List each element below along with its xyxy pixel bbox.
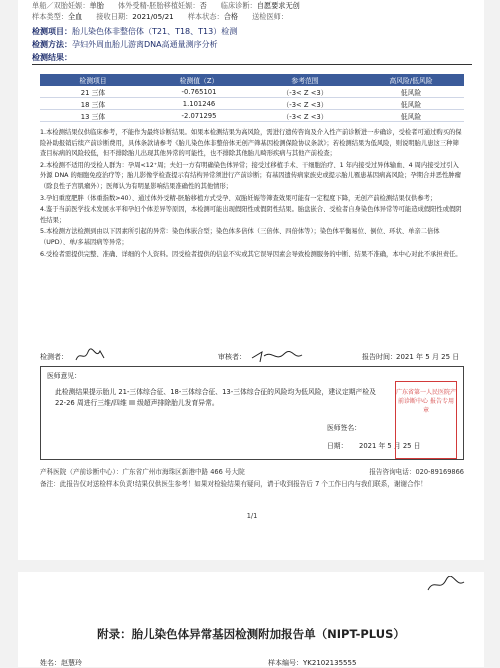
opinion-date: 2021 年 5 月 25 日 [359, 442, 421, 450]
info-field [32, 0, 104, 11]
info-key: 送检医师： [252, 12, 289, 21]
results-heading [32, 52, 472, 64]
test-method-label: 检测方法： [32, 40, 72, 49]
tester-label: 检测者： [40, 353, 68, 361]
info-value: 自愿要求无创 [256, 1, 300, 10]
divider [32, 64, 472, 65]
report-page-2 [18, 572, 484, 667]
doctor-opinion-box [40, 366, 464, 460]
page-number: 1/1 [246, 512, 258, 520]
tester-signature [74, 348, 108, 364]
hospital-address: 产科医院（产前诊断中心）：广东省广州市海珠区新港中路 466 号大院 [40, 468, 245, 476]
test-item-value: 胎儿染色体非整倍体（T21、T18、T13）检测 [72, 27, 238, 36]
note-item: 6.受检者需提供完整、准确、详细的个人资料。因受检者提供的信息不实或其它误导因素会导致检测服务的中断、结果不准确，本中心对此不承担责任。 [40, 250, 462, 258]
info-field [118, 0, 207, 11]
hotline: 报告咨询电话：020-89169866 [369, 468, 464, 476]
opinion-date-label: 日期： [327, 442, 348, 450]
note-item: 5.本检测方法检测到由以下因素所引起的异常：染色体嵌合型；染色体多倍体（三倍体、四倍体等）；染色体平衡易位、倒位、环状、单亲二倍体（UPD）、单/多基因病等异常； [40, 228, 440, 246]
info-key: 临床诊断： [220, 1, 257, 10]
cell-range: （-3< Z <3） [252, 110, 358, 122]
info-value: 全血 [67, 12, 83, 21]
note-item: 1.本检测结果仅供临床参考，不能作为最终诊断结果。如果本检测结果为高风险，需进行遗传咨询及介入性产前诊断进一步确诊，受检者可通过购买的保险补助报销后续产前诊断费用，具体条款请参考《胎儿染色体非整倍体无创产筛基因检测保险协议条款》；若检测结果为低风险，则说明胎儿患这三种筛查目标病的风险较低，但不排除胎儿出现其他异常的可能性，也不排除其他胎儿畸形疾病与其他产前检查； [40, 129, 462, 158]
cell-item: 21 三体 [40, 86, 146, 98]
column-header: 参考范围 [252, 74, 358, 86]
info-field [252, 11, 288, 22]
column-header: 检测项目 [40, 74, 146, 86]
test-method-value: 孕妇外周血胎儿游离DNA高通量测序分析 [72, 40, 218, 49]
partial-signature [426, 576, 466, 594]
column-header: 检测值（Z） [146, 74, 252, 86]
info-key: 单船／双胎妊娠： [32, 1, 90, 10]
info-row-1 [32, 0, 472, 11]
notes [40, 128, 464, 261]
table-row [40, 98, 464, 110]
opinion-title: 医师意见： [47, 372, 81, 380]
report-date-label: 报告时间： [362, 353, 397, 361]
note-item: 3.孕妇重度肥胖（体重指数>40）、通过体外受精-胚胎移植方式受孕、双胎妊娠等筛查效果可能有一定程度下降，无创产前检测结果仅供参考； [40, 194, 437, 202]
cell-risk: 低风险 [358, 110, 464, 122]
doctor-sign-label: 医师签名： [327, 424, 361, 432]
cell-range: （-3< Z <3） [252, 86, 358, 98]
report-date: 2021 年 5 月 25 日 [396, 353, 460, 361]
footer-note: 备注：此报告仅对送检样本负责!结果仅供医生参考！如果对检验结果有疑问，请于收到报告后 7 个工作日内与我们联系，谢谢合作！ [40, 480, 427, 488]
info-value: 否 [199, 1, 207, 10]
test-item-label: 检测项目： [32, 27, 72, 36]
cell-item: 13 三体 [40, 110, 146, 122]
patient-name: 姓名：赵慧玲 [40, 659, 82, 667]
signature-row [40, 350, 464, 364]
info-key: 接收日期： [96, 12, 133, 21]
info-field [221, 0, 300, 11]
column-header: 高风险/低风险 [358, 74, 464, 86]
info-key: 样本状态： [187, 12, 224, 21]
test-method [32, 39, 472, 51]
opinion-text: 此检测结果提示胎儿 21-三体综合征、18-三体综合征、13-三体综合征的风险均为低风险，建议定期产检及 22-26 周进行三维/四维 III 级超声排除胎儿发育异常。 [55, 388, 376, 407]
cell-z: 1.101246 [146, 98, 252, 110]
table-row [40, 86, 464, 98]
cell-risk: 低风险 [358, 98, 464, 110]
reviewer-label: 审核者： [218, 353, 246, 361]
note-item: 2.本检测不适用的受检人群为：孕周<12⁺周；夫妇一方有明确染色体异常；接受过移植手术、干细胞治疗、1 年内接受过异体输血、4 周内接受过引入外源 DNA 的细胞免疫治疗等；胎儿影像学检查提示有结构异常须进行产前诊断；有基因遗传病家族史或提示胎儿罹患基因病高风险；孕期合并恶性肿瘤（除良性子宫肌瘤外）；医师认为有明显影响结果准确性的其他情形； [40, 161, 461, 190]
patient-info [32, 0, 472, 22]
info-value: 合格 [223, 12, 239, 21]
cell-z: -0.765101 [146, 86, 252, 98]
results-table [40, 74, 464, 122]
cell-range: （-3< Z <3） [252, 98, 358, 110]
cell-risk: 低风险 [358, 86, 464, 98]
stamp-text: 广东省第一人民医院产前诊断中心 报告专用章 [396, 389, 457, 414]
info-value: 2021/05/21 [132, 12, 174, 21]
sample-number: 样本编号：YK2102135555 [268, 659, 357, 667]
info-field [188, 11, 238, 22]
info-field [96, 11, 173, 22]
table-row [40, 110, 464, 122]
report-page-1 [18, 0, 484, 560]
info-key: 体外受精-胚胎移植妊娠： [117, 1, 200, 10]
info-value: 单胎 [89, 1, 104, 10]
cell-item: 18 三体 [40, 98, 146, 110]
cell-z: -2.071295 [146, 110, 252, 122]
hospital-stamp [395, 381, 457, 459]
test-item [32, 26, 472, 38]
footer-address [40, 466, 464, 476]
note-item: 4.鉴于当前医学技术发展水平和孕妇个体差异等原因，本检测可能出现假阳性或假阴性结果。胎盘嵌合、受检者自身染色体异常等可能造成假阳性或假阴性结果； [40, 206, 462, 224]
info-row-2 [32, 11, 472, 22]
appendix-title: 附录：胎儿染色体异常基因检测附加报告单（NIPT-PLUS） [97, 627, 405, 641]
table-header-row [40, 74, 464, 86]
info-field [32, 11, 82, 22]
reviewer-signature [250, 348, 306, 364]
results-label: 检测结果： [32, 53, 72, 62]
info-key: 样本类型： [32, 12, 68, 21]
